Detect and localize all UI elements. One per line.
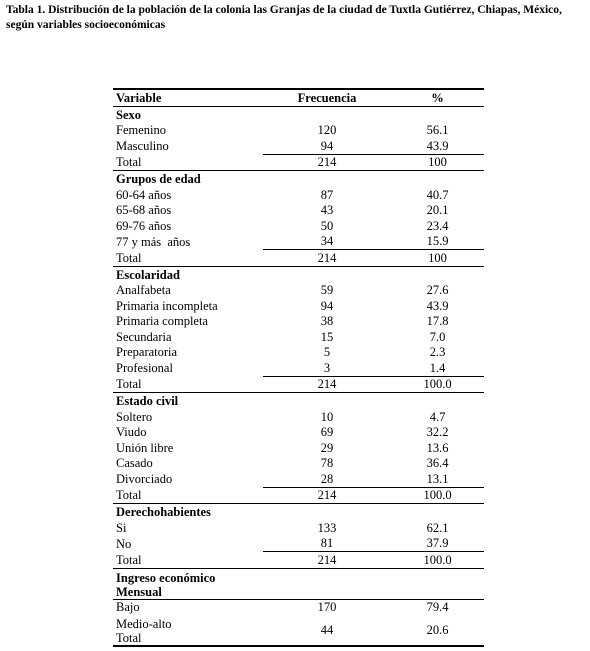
row-frecuencia: 29 [320,440,334,455]
row-label: Soltero [116,409,153,424]
row-label: Masculino [116,139,169,153]
row-porcentaje: 1.4 [429,360,446,375]
table-row [113,456,484,472]
row-label: Casado [116,456,153,470]
row-frecuencia: 38 [320,314,334,328]
total-porcentaje: 100.0 [391,552,484,569]
caption-line-1: Tabla 1. Distribución de la población de la colonia las Granjas de la ciudad de Tuxtla Gutiérrez, Chiapas, México, [6,4,562,16]
row-label [113,615,263,646]
row-label: Femenino [116,123,166,137]
table-caption [6,3,586,33]
table-row [113,471,484,487]
header-row [113,89,484,106]
row-porcentaje: 20.1 [426,203,449,217]
table-row [113,599,484,615]
table-row [113,203,484,219]
row-frecuencia: 81 [320,536,334,550]
header-porcentaje: % [391,89,484,106]
row-porcentaje: 62.1 [426,520,449,535]
row-porcentaje: 23.4 [426,218,449,233]
socioeconomic-table [113,88,484,647]
total-label: Total [116,250,142,265]
section-title: Estado civil [113,393,484,410]
row-frecuencia: 28 [320,471,334,486]
row-frecuencia: 78 [320,456,334,470]
section-title: Sexo [116,107,141,122]
row-porcentaje: 17.8 [426,314,449,328]
total-row [113,487,484,504]
row-porcentaje: 15.9 [426,234,449,248]
row-porcentaje: 13.1 [426,471,449,486]
row-porcentaje: 4.7 [429,409,446,424]
row-frecuencia: 5 [323,345,331,359]
row-porcentaje: 56.1 [426,123,449,137]
row-label: Unión libre [116,440,174,455]
table-row [113,234,484,250]
table-row [113,298,484,314]
row-frecuencia: 87 [320,187,334,202]
row-label: Divorciado [116,472,173,486]
caption-line-2: según variables socioeconómicas [6,19,166,31]
row-porcentaje: 20.6 [391,615,484,646]
section-title: Derechohabientes [113,504,484,521]
row-frecuencia: 34 [320,234,334,248]
row-frecuencia: 94 [320,138,334,153]
row-label: 77 y más años [116,234,191,249]
total-row [113,250,484,267]
row-frecuencia: 43 [320,203,334,217]
table-row [113,345,484,361]
total-porcentaje: 100 [391,250,484,267]
total-label: Total [116,377,142,391]
row-label: Secundaria [116,329,172,344]
section-sexo [113,106,484,123]
total-row [113,154,484,171]
row-frecuencia: 69 [320,425,334,439]
row-frecuencia: 170 [263,599,391,615]
row-porcentaje: 13.6 [426,440,449,455]
row-label: 60-64 años [116,187,172,202]
section-title [113,568,484,599]
section-title-line-2: Mensual [116,584,162,599]
row-label: No [116,536,132,551]
table-row [113,218,484,234]
row-porcentaje: 79.4 [391,599,484,615]
row-frecuencia: 50 [320,218,334,233]
table-row [113,360,484,376]
total-frecuencia: 214 [263,552,391,569]
row-porcentaje: 36.4 [426,456,449,470]
row-label: Primaria completa [116,314,208,328]
total-porcentaje: 100 [391,154,484,171]
total-row [113,552,484,569]
total-frecuencia: 214 [263,376,391,393]
table-row [113,440,484,456]
section-estado-civil [113,393,484,410]
table-row [113,314,484,330]
row-frecuencia: 59 [320,283,334,297]
row-porcentaje: 40.7 [426,187,449,202]
row-porcentaje: 27.6 [426,283,449,297]
row-frecuencia: 10 [320,409,334,424]
row-label: Bajo [113,599,263,615]
row-frecuencia: 3 [323,360,331,375]
row-frecuencia: 15 [320,329,334,344]
row-frecuencia: 133 [317,520,337,535]
row-label: Preparatoria [116,345,178,359]
row-label: Viudo [116,425,147,439]
row-label: Si [116,520,127,535]
table-row [113,520,484,536]
total-row [113,376,484,393]
row-porcentaje: 37.9 [426,536,449,550]
header-frecuencia: Frecuencia [263,89,391,106]
section-title: Grupos de edad [113,171,484,188]
table-row [113,425,484,441]
table-row [113,329,484,345]
section-grupos-de-edad [113,171,484,188]
row-frecuencia: 120 [317,123,337,137]
table-row [113,409,484,425]
row-label-line-2: Total [116,631,142,645]
section-escolaridad [113,266,484,283]
row-frecuencia: 94 [320,298,334,313]
section-derechohabientes [113,504,484,521]
total-porcentaje: 100.0 [391,487,484,504]
header-variable: Variable [113,89,263,106]
row-porcentaje: 2.3 [429,345,446,359]
total-frecuencia: 214 [263,250,391,267]
table-row [113,536,484,552]
total-label: Total [116,488,142,502]
section-title: Escolaridad [113,266,484,283]
table-row [113,123,484,139]
total-label: Total [116,155,142,169]
row-label: Analfabeta [116,283,171,297]
total-porcentaje: 100.0 [391,376,484,393]
row-label: 65-68 años [116,203,172,217]
row-porcentaje: 43.9 [426,138,449,153]
total-frecuencia: 214 [263,487,391,504]
table-row [113,187,484,203]
row-label: Profesional [116,361,173,375]
section-title-line-1: Ingreso económico [116,570,216,585]
row-label: 69-76 años [116,218,172,233]
total-label: Total [116,552,142,567]
table-row [113,283,484,299]
table-row [113,615,484,646]
table-row [113,138,484,154]
total-frecuencia: 214 [263,154,391,171]
row-porcentaje: 43.9 [426,298,449,313]
row-label: Primaria incompleta [116,298,218,313]
row-porcentaje: 7.0 [429,329,446,344]
row-label-line-1: Medio-alto [116,617,172,631]
row-frecuencia: 44 [263,615,391,646]
section-ingreso-economico [113,568,484,599]
row-porcentaje: 32.2 [426,425,449,439]
